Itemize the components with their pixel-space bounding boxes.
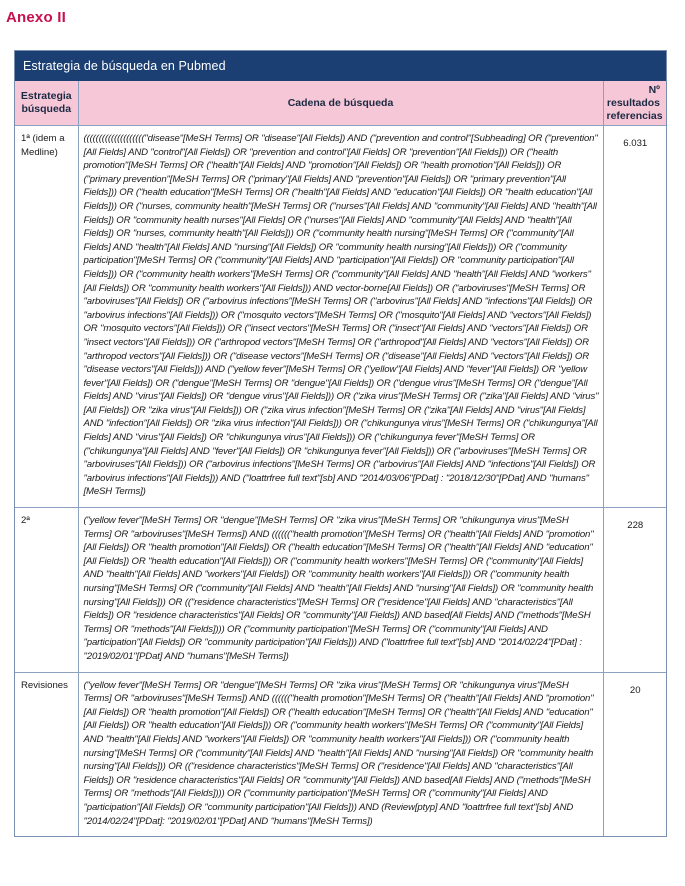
header-strategy: Estrategia búsqueda <box>15 81 78 126</box>
row-strategy: Revisiones <box>21 679 68 691</box>
header-query: Cadena de búsqueda <box>78 81 603 126</box>
strategy-table-grid <box>15 81 666 836</box>
table-row <box>15 508 666 673</box>
table-row <box>15 126 666 508</box>
annex-title: Anexo II <box>6 9 66 26</box>
table-title: Estrategia de búsqueda en Pubmed <box>15 51 666 81</box>
row-strategy: 2ª <box>15 508 78 673</box>
row-count: 228 <box>603 508 666 673</box>
table-header-row <box>15 81 666 126</box>
row-query: (((((((((((((((((((("disease"[MeSH Terms] OR "disease"[All Fields]) AND ("prevention and control"[Subheading] OR ("prevention"[All Fields] AND "control"[All Fields]) OR "prevention and control"[All Fields] OR "prevention"[All Fields])) OR ("health promotion"[MeSH Terms] OR ("health"[All Fields] AND "promotion"[All Fields]) OR "health promotion"[All Fields])) OR ("primary prevention"[MeSH Terms] OR ("primary"[All Fields] AND "prevention"[All Fields]) OR "primary prevention"[All Fields])) OR ("health education"[MeSH Terms] OR ("health"[All Fields] AND "education"[All Fields]) OR "health education"[All Fields])) OR ("nurses, community health"[MeSH Terms] OR ("nurses"[All Fields] AND "community"[All Fields] AND "health"[All Fields]) OR "community health nurses"[All Fields] OR ("nurses"[All Fields] AND "community"[All Fields] AND "health"[All Fields]) OR "nurses, community health"[All Fields])) OR ("community health nursing"[MeSH Terms] OR ("community"[All Fields] AND "health"[All Fields] AND "nursing"[All Fields]) OR "community health nursing"[All Fields])) OR ("community participation"[MeSH Terms] OR ("community"[All Fields] AND "participation"[All Fields]) OR "community participation"[All Fields])) OR ("community health workers"[MeSH Terms] OR ("community"[All Fields] AND "health"[All Fields] AND "workers"[All Fields]) OR "community health workers"[All Fields])) AND vector-borne[All Fields]) OR ("arboviruses"[MeSH Terms] OR "arboviruses"[All Fields]) OR ("arbovirus infections"[MeSH Terms] OR ("arbovirus"[All Fields] AND "infections"[All Fields]) OR "arbovirus infections"[All Fields])) OR ("mosquito vectors"[MeSH Terms] OR ("mosquito"[All Fields] AND "vectors"[All Fields]) OR "mosquito vectors"[All Fields])) OR ("insect vectors"[MeSH Terms] OR ("insect"[All Fields] AND "vectors"[All Fields]) OR "insect vectors"[All Fields])) OR ("arthropod vectors"[MeSH Terms] OR ("arthropod"[All Fields] AND "vectors"[All Fields]) OR "arthropod vectors"[All Fields])) OR ("disease vectors"[MeSH Terms] OR ("disease"[All Fields] AND "vectors"[All Fields]) OR "disease vectors"[All Fields])) AND ("yellow fever"[MeSH Terms] OR ("yellow"[All Fields] AND "fever"[All Fields]) OR "yellow fever"[All Fields]) OR ("dengue"[MeSH Terms] OR "dengue"[All Fields]) OR ("dengue virus"[MeSH Terms] OR ("dengue"[All Fields] AND "virus"[All Fields]) OR "dengue virus"[All Fields])) OR ("zika virus"[MeSH Terms] OR ("zika"[All Fields] AND "virus"[All Fields]) OR "zika virus"[All Fields])) OR ("zika virus infection"[MeSH Terms] OR ("zika"[All Fields] AND "virus"[All Fields] AND "infection"[All Fields]) OR "zika virus infection"[All Fields])) OR ("chikungunya virus"[MeSH Terms] OR ("chikungunya"[All Fields] AND "virus"[All Fields]) OR "chikungunya virus"[All Fields])) OR ("chikungunya fever"[MeSH Terms] OR ("chikungunya"[All Fields] AND "fever"[All Fields]) OR "chikungunya fever"[All Fields])) OR ("arboviruses"[MeSH Terms] OR "arboviruses"[All Fields])) OR ("arbovirus infections"[MeSH Terms] OR ("arbovirus"[All Fields] AND "infections"[All Fields]) OR "arbovirus infections"[All Fields])) AND ("loattrfree full text"[sb] AND "2014/03/06"[PDat] : "2018/12/30"[PDat] AND "humans"[MeSH Terms]) <box>78 126 603 508</box>
table-row <box>15 672 666 836</box>
row-query: ("yellow fever"[MeSH Terms] OR "dengue"[MeSH Terms] OR "zika virus"[MeSH Terms] OR "chikungunya virus"[MeSH Terms] OR "arboviruses"[MeSH Terms]) AND (((((("health promotion"[MeSH Terms] OR ("health"[All Fields] AND "promotion"[All Fields]) OR "health promotion"[All Fields]) OR ("health education"[MeSH Terms] OR ("health"[All Fields] AND "education"[All Fields]) OR "health education"[All Fields])) OR ("community health workers"[MeSH Terms] OR ("community"[All Fields] AND "health"[All Fields] AND "workers"[All Fields]) OR "community health workers"[All Fields])) OR ("community health nursing"[MeSH Terms] OR ("community"[All Fields] AND "health"[All Fields] AND "nursing"[All Fields]) OR "community health nursing"[All Fields])) OR (("residence characteristics"[MeSH Terms] OR ("residence"[All Fields] AND "characteristics"[All Fields]) OR "residence characteristics"[All Fields] OR "community"[All Fields]) AND based[All Fields] AND ("methods"[MeSH Terms] OR "methods"[All Fields]))) OR ("community participation"[MeSH Terms] OR ("community"[All Fields] AND "participation"[All Fields]) OR "community participation"[All Fields])) AND ("loattrfree full text"[sb] AND "2014/02/24"[PDat] : "2019/02/01"[PDat] AND "humans"[MeSH Terms]) <box>78 508 603 673</box>
search-strategy-table <box>14 50 667 837</box>
row-query: ("yellow fever"[MeSH Terms] OR "dengue"[MeSH Terms] OR "zika virus"[MeSH Terms] OR "chikungunya virus"[MeSH Terms] OR "arboviruses"[MeSH Terms]) AND (((((("health promotion"[MeSH Terms] OR ("health"[All Fields] AND "promotion"[All Fields]) OR "health promotion"[All Fields]) OR ("health education"[MeSH Terms] OR ("health"[All Fields] AND "education"[All Fields]) OR "health education"[All Fields])) OR ("community health workers"[MeSH Terms] OR ("community"[All Fields] AND "health"[All Fields] AND "workers"[All Fields]) OR "community health workers"[All Fields])) OR ("community health nursing"[MeSH Terms] OR ("community"[All Fields] AND "health"[All Fields] AND "nursing"[All Fields]) OR "community health nursing"[All Fields])) OR (("residence characteristics"[MeSH Terms] OR ("residence"[All Fields] AND "characteristics"[All Fields]) OR "residence characteristics"[All Fields] OR "community"[All Fields]) AND based[All Fields] AND ("methods"[MeSH Terms] OR "methods"[All Fields]))) OR ("community participation"[MeSH Terms] OR ("community"[All Fields] AND "participation"[All Fields]) OR "community participation"[All Fields])) AND (Review[ptyp] AND "loattrfree full text"[sb] AND "2014/02/24"[PDat]: "2019/02/01"[PDat] AND "humans"[MeSH Terms]) <box>78 672 603 836</box>
header-count: Nº resultados referencias <box>603 81 666 126</box>
row-strategy: 1ª (idem a Medline) <box>15 126 78 508</box>
row-count: 6.031 <box>603 126 666 508</box>
row-count: 20 <box>603 672 666 836</box>
